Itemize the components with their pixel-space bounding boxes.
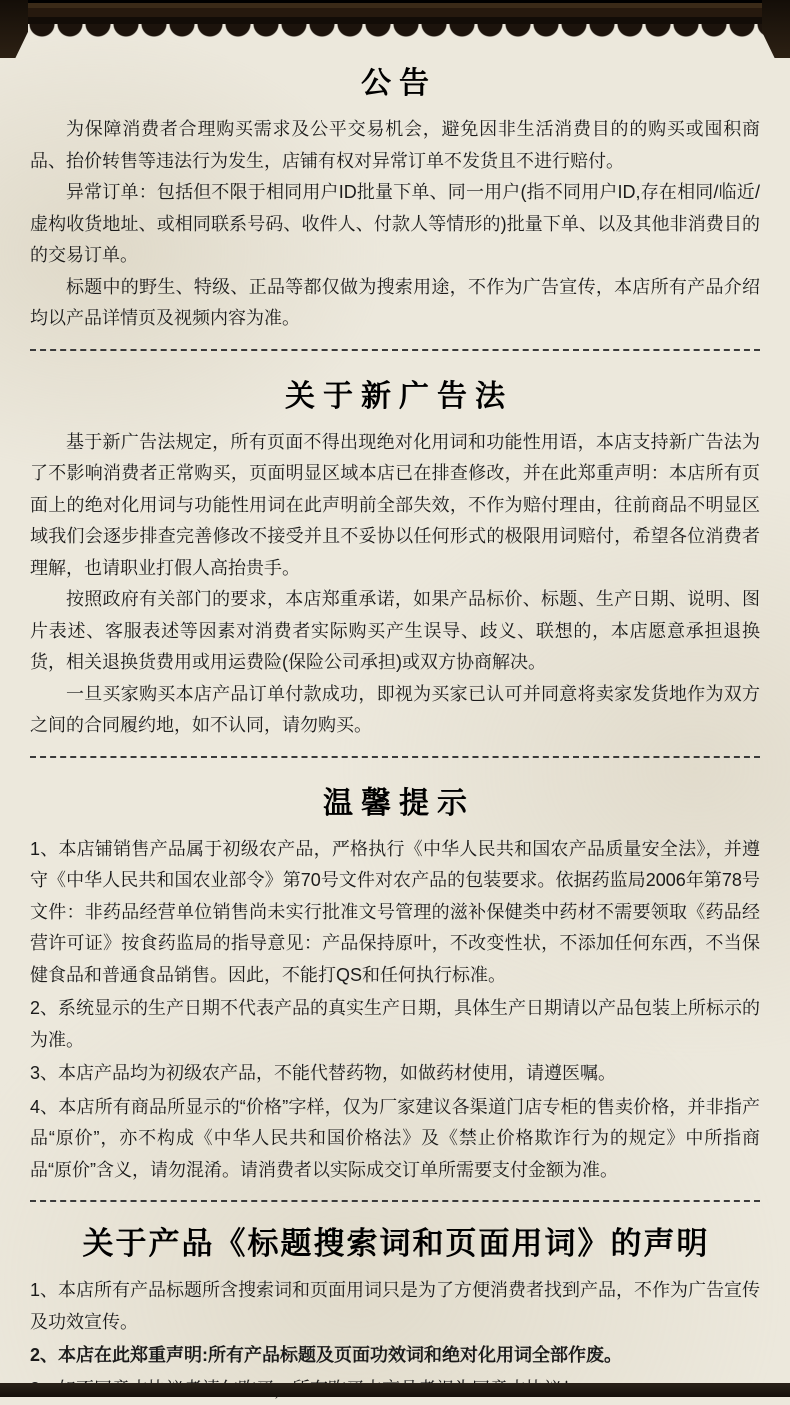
section-tips <box>30 778 760 1187</box>
disclaimer-content <box>0 58 790 1405</box>
eave-beam <box>0 0 790 24</box>
bottom-border <box>0 1383 790 1397</box>
statement-title: 关于产品《标题搜索词和页面用词》的声明 <box>30 1218 760 1263</box>
section-title-statement <box>30 1218 760 1405</box>
tips-item: 3、本店产品均为初级农产品，不能代替药物，如做药材使用，请遵医嘱。 <box>30 1058 760 1090</box>
ad-law-paragraph: 按照政府有关部门的要求，本店郑重承诺，如果产品标价、标题、生产日期、说明、图片表述、客服表述等因素对消费者实际购买产生误导、歧义、联想的，本店愿意承担退换货，相关退换货费用或用运费险(保险公司承担)或双方协商解决。 <box>30 584 760 679</box>
tips-item: 2、系统显示的生产日期不代表产品的真实生产日期，具体生产日期请以产品包装上所标示的为准。 <box>30 993 760 1056</box>
eave-corner-left <box>0 0 28 58</box>
tips-item: 4、本店所有商品所显示的“价格”字样，仅为厂家建议各渠道门店专柜的售卖价格，并非指产品“原价”，亦不构成《中华人民共和国价格法》及《禁止价格欺诈行为的规定》中所指商品“原价”含义，请勿混淆。请消费者以实际成交订单所需要支付金额为准。 <box>30 1092 760 1187</box>
announcement-paragraph: 异常订单：包括但不限于相同用户ID批量下单、同一用户(指不同用户ID,存在相同/临近/虚构收货地址、或相同联系号码、收件人、付款人等情形的)批量下单、以及其他非消费目的的交易订单。 <box>30 177 760 272</box>
announcement-paragraph: 标题中的野生、特级、正品等都仅做为搜索用途，不作为广告宣传，本店所有产品介绍均以产品详情页及视频内容为准。 <box>30 272 760 335</box>
statement-item: 1、本店所有产品标题所含搜索词和页面用词只是为了方便消费者找到产品，不作为广告宣传及功效宣传。 <box>30 1275 760 1338</box>
ad-law-title: 关于新广告法 <box>30 371 760 415</box>
top-eave-border <box>0 0 790 38</box>
section-ad-law <box>30 371 760 742</box>
eave-corner-right <box>762 0 790 58</box>
dashed-divider <box>30 1200 760 1202</box>
announcement-title: 公告 <box>30 58 760 102</box>
statement-item: 2、本店在此郑重声明:所有产品标题及页面功效词和绝对化用词全部作废。 <box>30 1340 760 1372</box>
announcement-paragraph: 为保障消费者合理购买需求及公平交易机会，避免因非生活消费目的的购买或囤积商品、抬价转售等违法行为发生，店铺有权对异常订单不发货且不进行赔付。 <box>30 114 760 177</box>
section-announcement <box>30 58 760 335</box>
eave-tile-scallops <box>0 24 790 38</box>
tips-title: 温馨提示 <box>30 778 760 822</box>
ad-law-paragraph: 一旦买家购买本店产品订单付款成功，即视为买家已认可并同意将卖家发货地作为双方之间的合同履约地，如不认同，请勿购买。 <box>30 679 760 742</box>
dashed-divider <box>30 756 760 758</box>
tips-item: 1、本店铺销售产品属于初级农产品，严格执行《中华人民共和国农产品质量安全法》，并遵守《中华人民共和国农业部令》第70号文件对农产品的包装要求。依据药监局2006年第78号文件：非药品经营单位销售尚未实行批准文号管理的滋补保健类中药材不需要领取《药品经营许可证》按食药监局的指导意见：产品保持原叶，不改变性状，不添加任何东西，不当保健食品和普通食品销售。因此，不能打QS和任何执行标准。 <box>30 834 760 992</box>
ad-law-paragraph: 基于新广告法规定，所有页面不得出现绝对化用词和功能性用语，本店支持新广告法为了不影响消费者正常购买，页面明显区域本店已在排查修改，并在此郑重声明：本店所有页面上的绝对化用词与功能性用词在此声明前全部失效，不作为赔付理由，往前商品不明显区域我们会逐步排查完善修改不接受并且不妥协以任何形式的极限用词赔付，希望各位消费者理解，也请职业打假人高抬贵手。 <box>30 427 760 585</box>
dashed-divider <box>30 349 760 351</box>
